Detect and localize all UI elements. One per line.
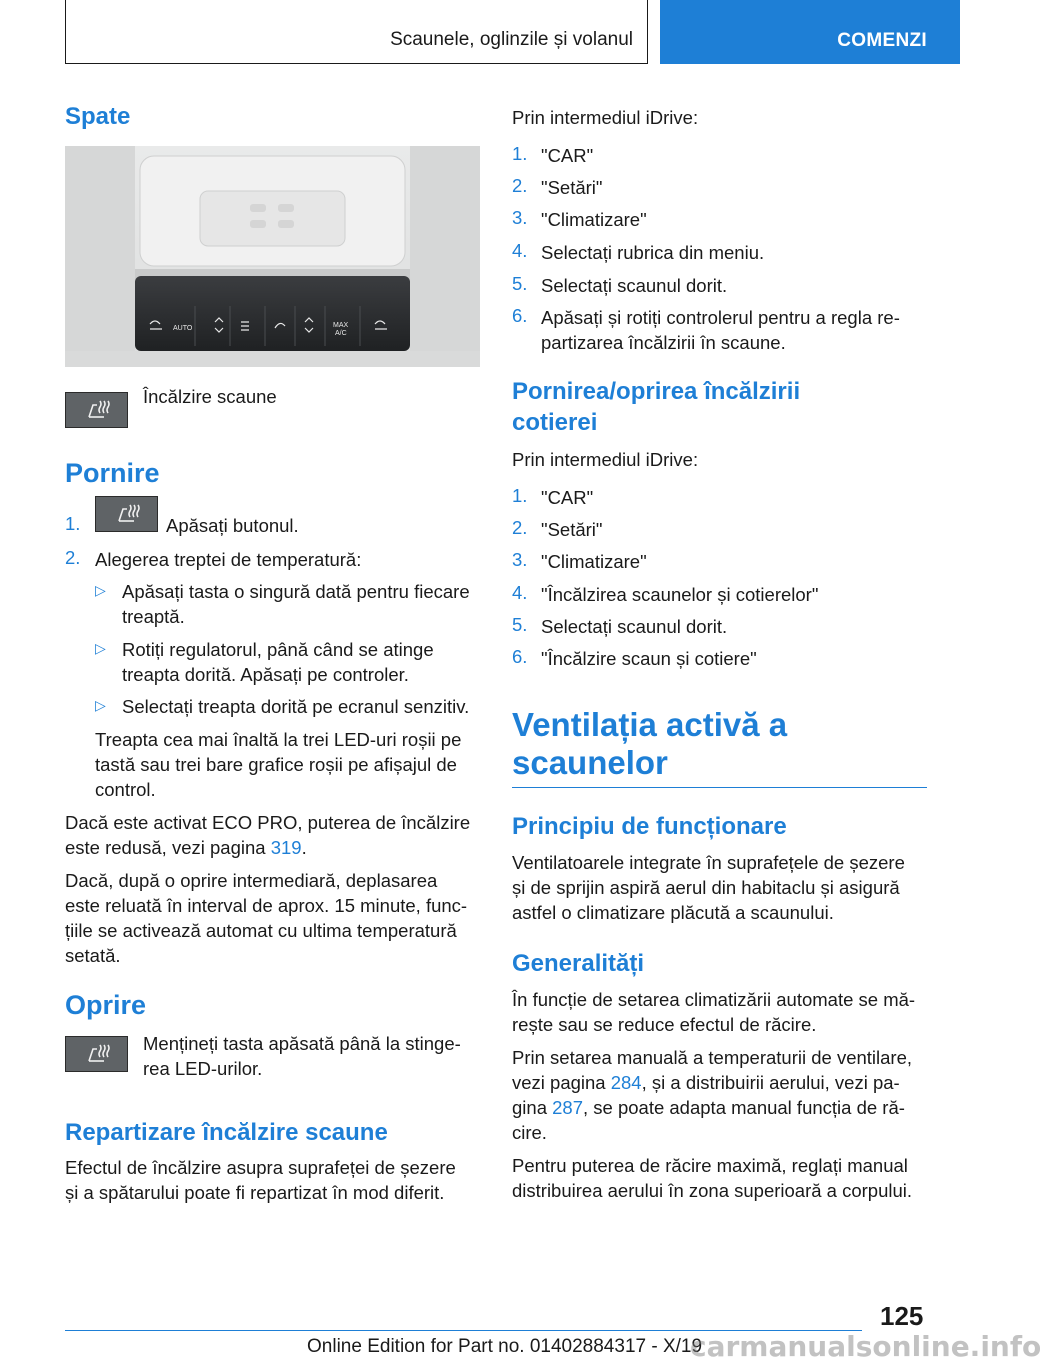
ac-label: A/C <box>335 330 347 337</box>
watermark: carmanualsonline.info <box>690 1330 1041 1363</box>
step-number: 1. <box>65 513 81 534</box>
oprire-heading: Oprire <box>65 990 147 1020</box>
bullet-text: Rotiți regulatorul, până când se atinge <box>122 639 434 660</box>
step-number: 1. <box>512 485 528 506</box>
step-text: "Încălzirea scaunelor și cotierelor" <box>541 584 819 605</box>
bullet-triangle-icon: ▷ <box>95 640 106 656</box>
repartizare-line: Efectul de încălzire asupra suprafeței de șezere <box>65 1157 456 1178</box>
step-text: "Setări" <box>541 177 603 198</box>
cotiera-heading: cotierei <box>512 409 598 436</box>
step-text: "CAR" <box>541 145 594 166</box>
resume-line: setată. <box>65 945 121 966</box>
repartizare-heading: Repartizare încălzire scaune <box>65 1119 388 1146</box>
resume-line: Dacă, după o oprire intermediară, deplasarea <box>65 870 438 891</box>
step-number: 2. <box>512 175 528 196</box>
bullet-text: treaptă. <box>122 606 185 627</box>
seat-heating-button-icon <box>95 496 158 532</box>
header-section-title <box>65 0 648 64</box>
chapter-title: COMENZI <box>837 30 927 51</box>
step-text: "CAR" <box>541 487 594 508</box>
bullet-text: Selectați treapta dorită pe ecranul senzitiv. <box>122 696 470 717</box>
step-number: 5. <box>512 614 528 635</box>
generalitati-line: vezi pagina 284, și a distribuirii aerului, vezi pa- <box>512 1072 900 1093</box>
generalitati-line: Prin setarea manuală a temperaturii de ventilare, <box>512 1047 913 1068</box>
ventilatie-heading: scaunelor <box>512 744 668 781</box>
step-text: "Climatizare" <box>541 551 647 572</box>
spate-heading: Spate <box>65 103 131 130</box>
max-label: MAX <box>333 322 349 329</box>
step-text-cont: partizarea încălzirii în scaune. <box>541 332 786 353</box>
step-text: Selectați scaunul dorit. <box>541 616 728 637</box>
resume-line: este reluată în interval de aprox. 15 minute, func- <box>65 895 468 916</box>
principiu-heading: Principiu de funcționare <box>512 813 787 840</box>
step-text: Selectați rubrica din meniu. <box>541 242 765 263</box>
generalitati-line: Pentru puterea de răcire maximă, reglați manual <box>512 1155 908 1176</box>
step-text: Apăsați și rotiți controlerul pentru a regla re- <box>541 307 900 328</box>
principiu-line: Ventilatoarele integrate în suprafețele de șezere <box>512 852 905 873</box>
rear-climate-panel-photo <box>65 146 480 367</box>
generalitati-line: gina 287, se poate adapta manual funcția de ră- <box>512 1097 905 1118</box>
idrive-label: Prin intermediul iDrive: <box>512 107 699 128</box>
bullet-triangle-icon: ▷ <box>95 697 106 713</box>
step-text: Alegerea treptei de temperatură: <box>95 549 362 570</box>
bullet-triangle-icon: ▷ <box>95 582 106 598</box>
section-divider <box>512 787 927 788</box>
step-number: 2. <box>65 547 81 568</box>
generalitati-line: În funcție de setarea climatizării automate se mă- <box>512 989 916 1010</box>
auto-label: AUTO <box>173 325 193 332</box>
idrive-label: Prin intermediul iDrive: <box>512 449 699 470</box>
step-number: 2. <box>512 517 528 538</box>
header-chapter-tab[interactable] <box>660 0 960 64</box>
bullet-text: treapta dorită. Apăsați pe controler. <box>122 664 409 685</box>
step-text: Apăsați butonul. <box>166 515 299 536</box>
seat-heating-icon <box>65 392 128 428</box>
eco-pro-line: Dacă este activat ECO PRO, puterea de încălzire <box>65 812 471 833</box>
icon-caption: Încălzire scaune <box>143 386 277 407</box>
generalitati-heading: Generalități <box>512 950 645 977</box>
repartizare-line: și a spătarului poate fi repartizat în mod diferit. <box>65 1182 445 1203</box>
generalitati-line: rește sau se reduce efectul de răcire. <box>512 1014 817 1035</box>
step-number: 6. <box>512 646 528 667</box>
step-text: "Climatizare" <box>541 209 647 230</box>
page-link-284[interactable]: 284 <box>610 1072 642 1093</box>
note-line: tastă sau trei bare grafice roșii pe afișajul de <box>95 754 457 775</box>
eco-pro-line: este redusă, vezi pagina 319. <box>65 837 307 858</box>
step-number: 5. <box>512 273 528 294</box>
step-text: "Setări" <box>541 519 603 540</box>
oprire-line: rea LED-urilor. <box>143 1058 263 1079</box>
step-number: 4. <box>512 582 528 603</box>
footer-edition: Online Edition for Part no. 01402884317 - X/19 <box>307 1336 703 1357</box>
page-link-287[interactable]: 287 <box>552 1097 583 1118</box>
generalitati-line: cire. <box>512 1122 547 1143</box>
oprire-line: Mențineți tasta apăsată până la stinge- <box>143 1033 461 1054</box>
note-line: Treapta cea mai înaltă la trei LED-uri roșii pe <box>95 729 462 750</box>
resume-line: țiile se activează automat cu ultima temperatură <box>65 920 457 941</box>
bullet-text: Apăsați tasta o singură dată pentru fiecare <box>122 581 470 602</box>
step-number: 4. <box>512 240 528 261</box>
ventilatie-heading: Ventilația activă a <box>512 706 788 743</box>
section-title: Scaunele, oglinzile și volanul <box>390 29 633 50</box>
page-number: 125 <box>880 1301 924 1331</box>
principiu-line: și de sprijin aspiră aerul din habitaclu și asigură <box>512 877 900 898</box>
generalitati-line: distribuirea aerului în zona superioară a corpului. <box>512 1180 913 1201</box>
seat-heating-icon <box>65 1036 128 1072</box>
pornire-heading: Pornire <box>65 458 160 488</box>
page-link-319[interactable]: 319 <box>270 837 302 858</box>
step-number: 3. <box>512 207 528 228</box>
principiu-line: astfel o climatizare plăcută a scaunului. <box>512 902 834 923</box>
step-number: 6. <box>512 305 528 326</box>
step-text: "Încălzire scaun și cotiere" <box>541 648 757 669</box>
step-text: Selectați scaunul dorit. <box>541 275 728 296</box>
step-number: 1. <box>512 143 528 164</box>
step-number: 3. <box>512 549 528 570</box>
note-line: control. <box>95 779 156 800</box>
cotiera-heading: Pornirea/oprirea încălzirii <box>512 378 801 405</box>
